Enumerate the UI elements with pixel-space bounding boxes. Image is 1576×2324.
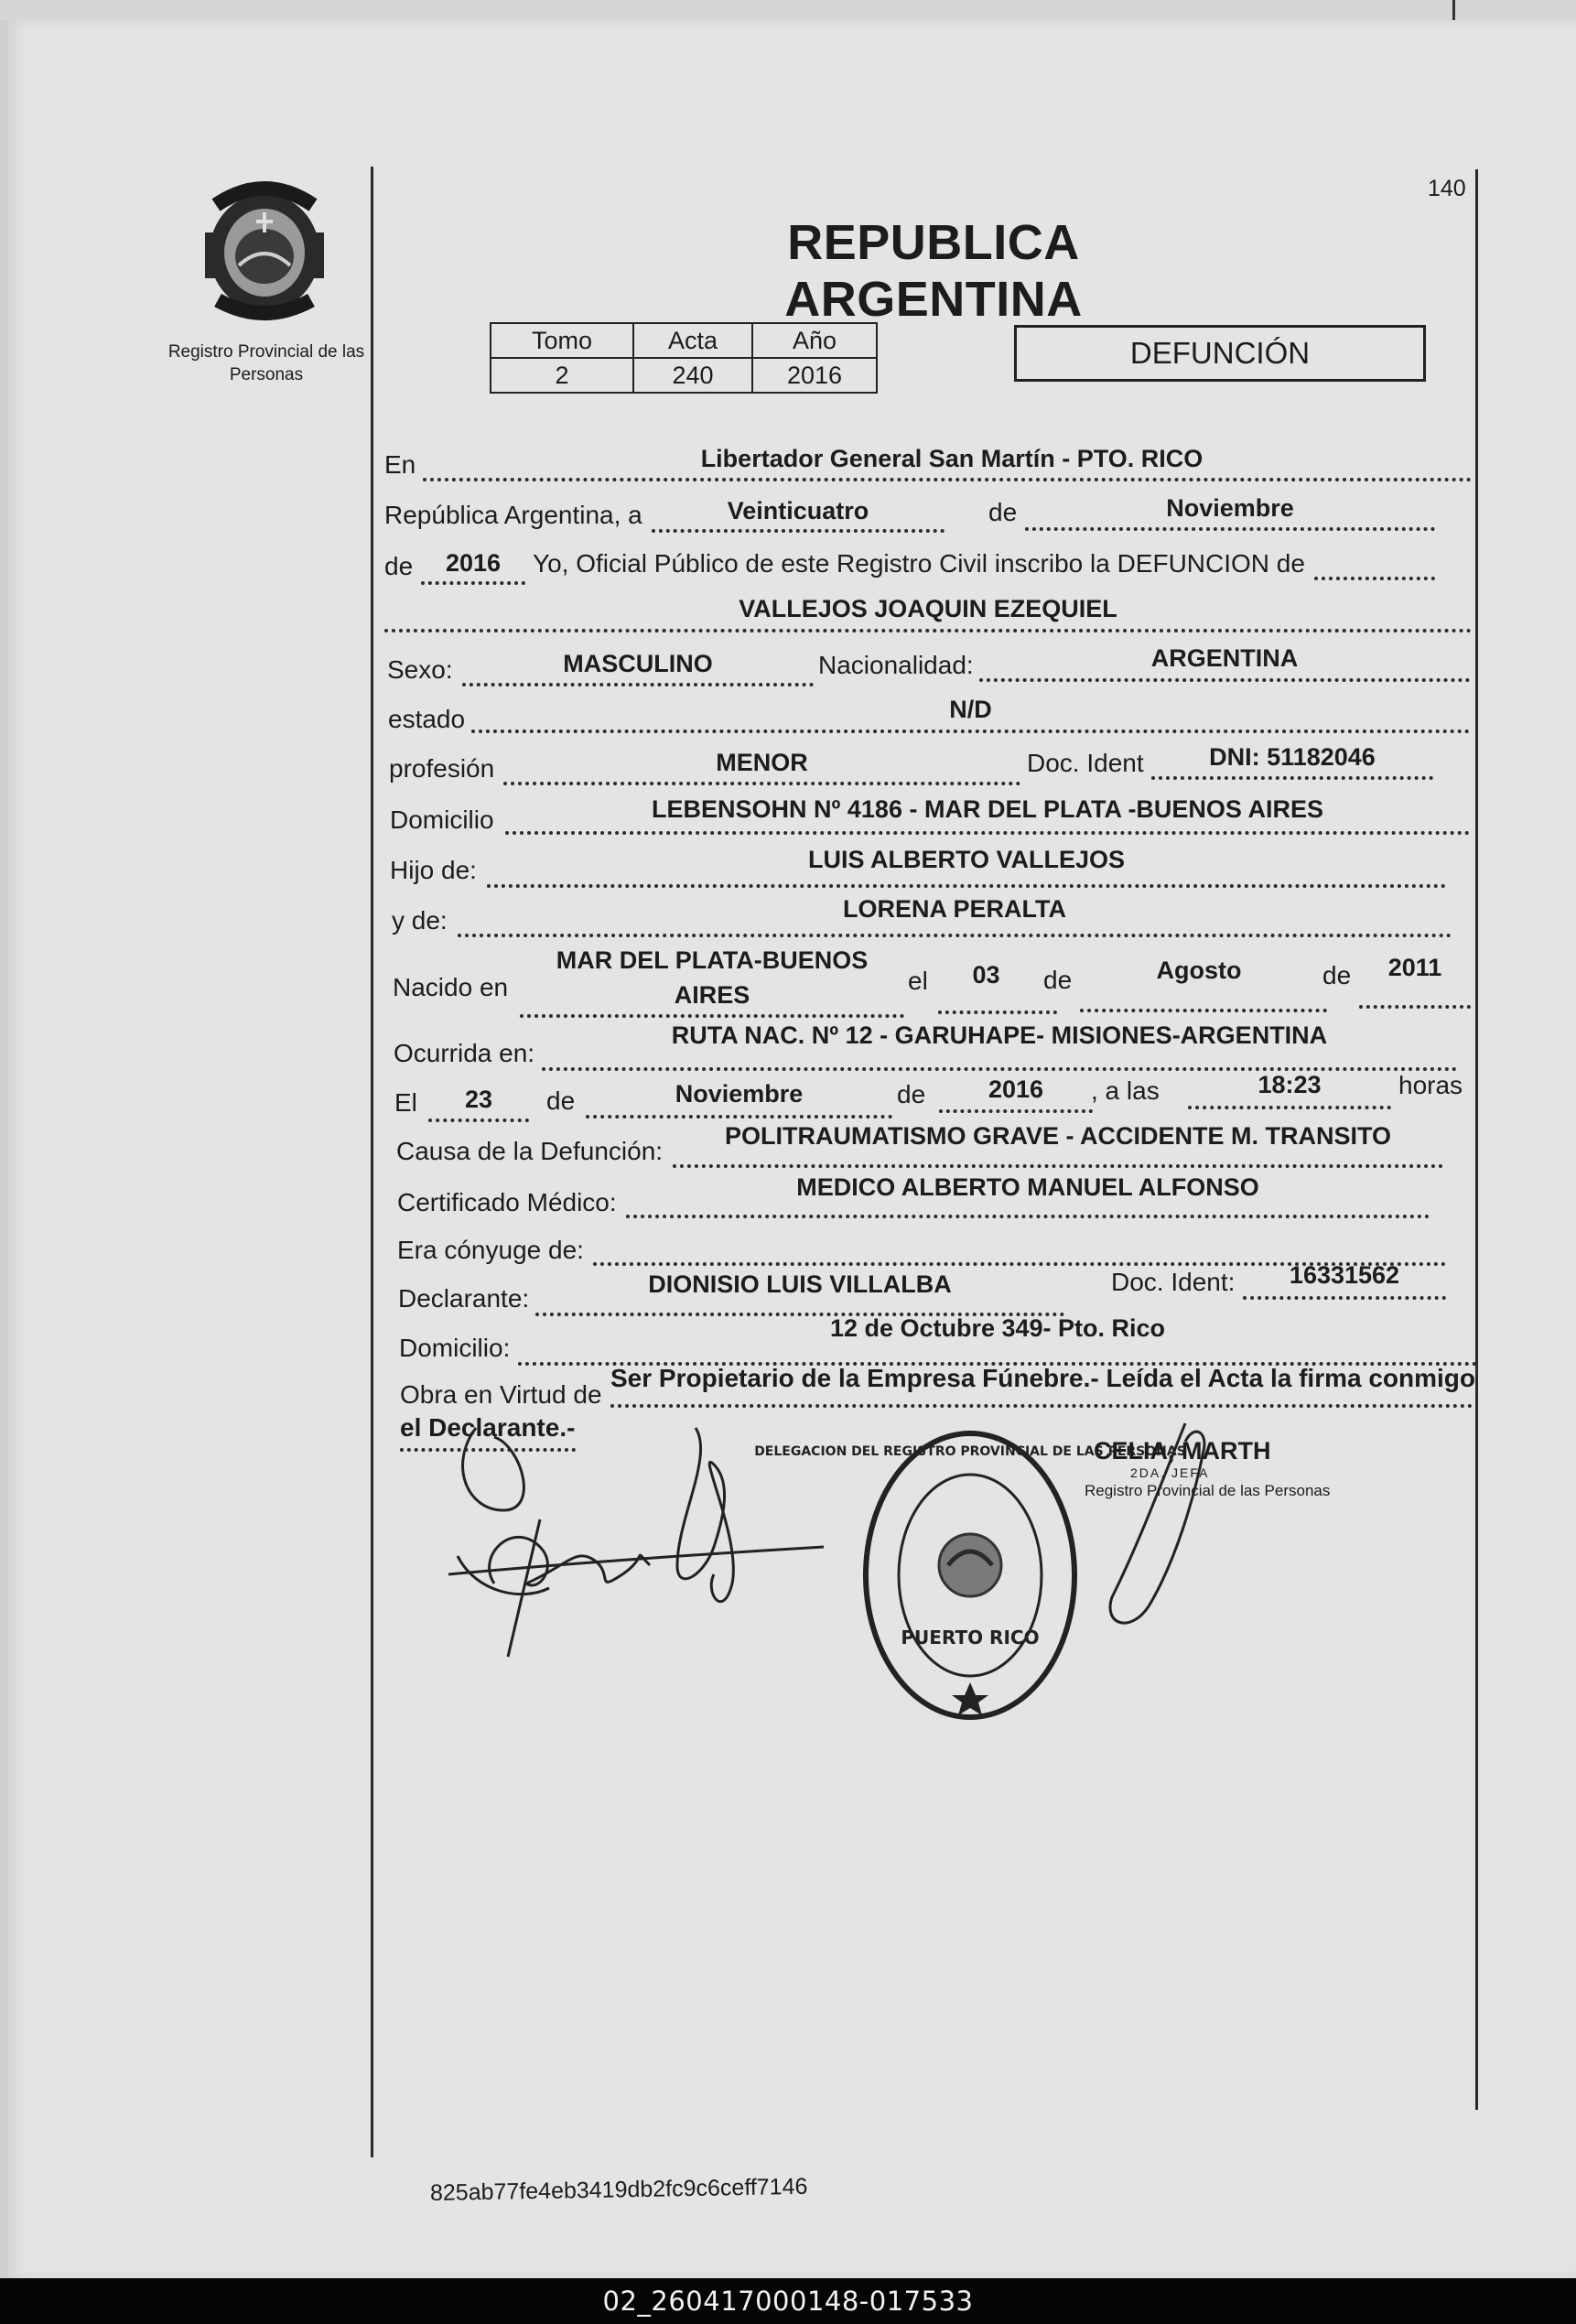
de-label-1: de [988, 498, 1018, 526]
obra-line1-dots [610, 1404, 1473, 1408]
reference-value-row [491, 358, 877, 393]
en-label: En [384, 450, 416, 479]
en-line [423, 478, 1472, 481]
padre-value: LUIS ALBERTO VALLEJOS [807, 846, 1126, 873]
month-value: Noviembre [1166, 494, 1294, 522]
profesion-line [503, 782, 1020, 785]
de-label-6: de [897, 1080, 926, 1108]
de-label-5: de [546, 1086, 576, 1115]
right-margin-line [1475, 169, 1478, 2110]
muerte-hora-line [1188, 1106, 1391, 1109]
page-number: 140 [1428, 176, 1466, 201]
top-edge-mark [1452, 0, 1455, 20]
muerte-hora-value: 18:23 [1258, 1071, 1322, 1098]
nacido-mes-value: Agosto [1156, 957, 1242, 984]
doc-ident-value: DNI: 51182046 [1209, 743, 1376, 771]
doc-ident-line [1151, 776, 1433, 780]
sexo-value: MASCULINO [563, 650, 713, 677]
officer-registry: Registro Provincial de las Personas [1085, 1482, 1331, 1499]
nacido-anio-line [1359, 1005, 1471, 1009]
certificado-line [626, 1215, 1430, 1218]
declarante-domicilio-label: Domicilio: [399, 1334, 511, 1362]
place-value: Libertador General San Martín - PTO. RICO [700, 445, 1204, 472]
muerte-dia-value: 23 [464, 1086, 493, 1113]
acta-header: Acta [633, 323, 752, 358]
officer-role: 2DA. JEFA [1130, 1465, 1210, 1480]
nacido-dia-value: 03 [972, 961, 1000, 989]
inscribo-line [1314, 577, 1435, 580]
el-label: el [908, 967, 928, 995]
nacido-label: Nacido en [393, 973, 509, 1001]
hijo-label: Hijo de: [390, 856, 477, 884]
domicilio-line [505, 831, 1470, 835]
declarante-doc-value: 16331562 [1289, 1261, 1400, 1289]
y-de-label: y de: [392, 906, 448, 935]
image-id-text: 02_260417000148-017533 [602, 2286, 974, 2317]
profesion-label: profesión [389, 754, 495, 783]
estado-label: estado [388, 705, 466, 733]
estado-value: N/D [949, 696, 992, 723]
nacido-lugar-line1: MAR DEL PLATA-BUENOS [556, 946, 869, 974]
stamp-center-text: PUERTO RICO [901, 1627, 1040, 1648]
acta-value: 240 [633, 358, 752, 393]
madre-value: LORENA PERALTA [843, 895, 1066, 923]
de-label-2: de [384, 552, 414, 580]
profesion-value: MENOR [716, 749, 808, 776]
muerte-dia-line [428, 1119, 529, 1122]
republica-label: República Argentina, a [384, 501, 642, 529]
officer-name: CELIA, MARTH [1094, 1437, 1271, 1465]
deceased-name-value: VALLEJOS JOAQUIN EZEQUIEL [739, 595, 1117, 622]
day-line [652, 529, 945, 533]
domicilio-value: LEBENSOHN Nº 4186 - MAR DEL PLATA -BUENOS AIRES [652, 795, 1323, 823]
nacido-lugar-line2: AIRES [674, 981, 750, 1009]
tomo-header: Tomo [491, 323, 633, 358]
sexo-line [462, 683, 814, 686]
de-label-3: de [1043, 966, 1073, 994]
certificado-value: MEDICO ALBERTO MANUEL ALFONSO [796, 1173, 1259, 1201]
muerte-mes-value: Noviembre [675, 1080, 804, 1108]
day-words-value: Veinticuatro [727, 497, 869, 524]
officer-signature [1094, 1414, 1231, 1634]
nacido-dia-line [938, 1011, 1057, 1014]
reference-header-row [491, 323, 877, 358]
anio-value: 2016 [752, 358, 877, 393]
month-line [1025, 527, 1435, 531]
ocurrida-value: RUTA NAC. Nº 12 - GARUHAPE- MISIONES-ARGENTINA [671, 1021, 1328, 1049]
a-las-label: , a las [1091, 1076, 1160, 1105]
muerte-anio-value: 2016 [988, 1076, 1044, 1103]
nacionalidad-value: ARGENTINA [1150, 644, 1299, 672]
year-line [421, 581, 525, 585]
document-hash: 825ab77fe4eb3419db2fc9c6ceff7146 [429, 2173, 808, 2206]
declarante-doc-line [1243, 1296, 1446, 1300]
top-strip [0, 0, 1576, 20]
inscribo-text: Yo, Oficial Público de este Registro Civil inscribo la DEFUNCION de [533, 549, 1305, 578]
declarante-value: DIONISIO LUIS VILLALBA [648, 1270, 952, 1298]
obra-line1: Ser Propietario de la Empresa Fúnebre.- Leída el Acta la firma conmigo [610, 1364, 1476, 1392]
declarante-doc-label: Doc. Ident: [1111, 1268, 1236, 1296]
causa-value: POLITRAUMATISMO GRAVE - ACCIDENTE M. TRANSITO [725, 1122, 1391, 1150]
record-type-box: DEFUNCIÓN [1014, 325, 1426, 382]
causa-line [673, 1164, 1443, 1168]
name-line [384, 629, 1472, 632]
nacido-mes-line [1080, 1009, 1327, 1012]
obra-label: Obra en Virtud de [400, 1380, 602, 1409]
certificado-label: Certificado Médico: [397, 1188, 617, 1216]
nacido-anio-value: 2011 [1387, 954, 1442, 981]
nacido-lugar-line [520, 1014, 904, 1018]
registry-name: Registro Provincial de las Personas [167, 342, 365, 384]
declarante-label: Declarante: [398, 1284, 530, 1313]
obra-line2: el Declarante.- [400, 1413, 576, 1442]
doc-ident-label: Doc. Ident [1027, 749, 1144, 777]
causa-label: Causa de la Defunción: [396, 1137, 664, 1165]
nacionalidad-label: Nacionalidad: [818, 651, 974, 679]
muerte-mes-line [586, 1115, 892, 1119]
domicilio-label: Domicilio [390, 805, 494, 834]
y-de-line [458, 934, 1452, 937]
page-title: REPUBLICA ARGENTINA [784, 215, 1083, 327]
year-value: 2016 [445, 549, 502, 577]
estado-line [471, 730, 1470, 733]
misiones-crest-logo [198, 178, 331, 322]
el-cap-label: El [394, 1088, 417, 1117]
left-margin-line [371, 167, 373, 2157]
nacionalidad-line [979, 678, 1470, 682]
sexo-label: Sexo: [387, 655, 453, 684]
hijo-line [487, 884, 1446, 888]
tomo-value: 2 [491, 358, 633, 393]
horas-label: horas [1398, 1071, 1463, 1099]
de-label-4: de [1322, 961, 1352, 989]
declarante-domicilio-value: 12 de Octubre 349- Pto. Rico [829, 1314, 1166, 1342]
muerte-anio-line [939, 1109, 1093, 1113]
reference-table [490, 322, 878, 394]
anio-header: Año [752, 323, 877, 358]
image-id-bar [0, 2278, 1576, 2324]
ocurrida-label: Ocurrida en: [394, 1039, 535, 1067]
stamp-ring-text: DELEGACION DEL REGISTRO PROVINCIAL DE LAS PERSONAS [754, 1444, 1186, 1459]
conyuge-label: Era cónyuge de: [397, 1236, 584, 1264]
